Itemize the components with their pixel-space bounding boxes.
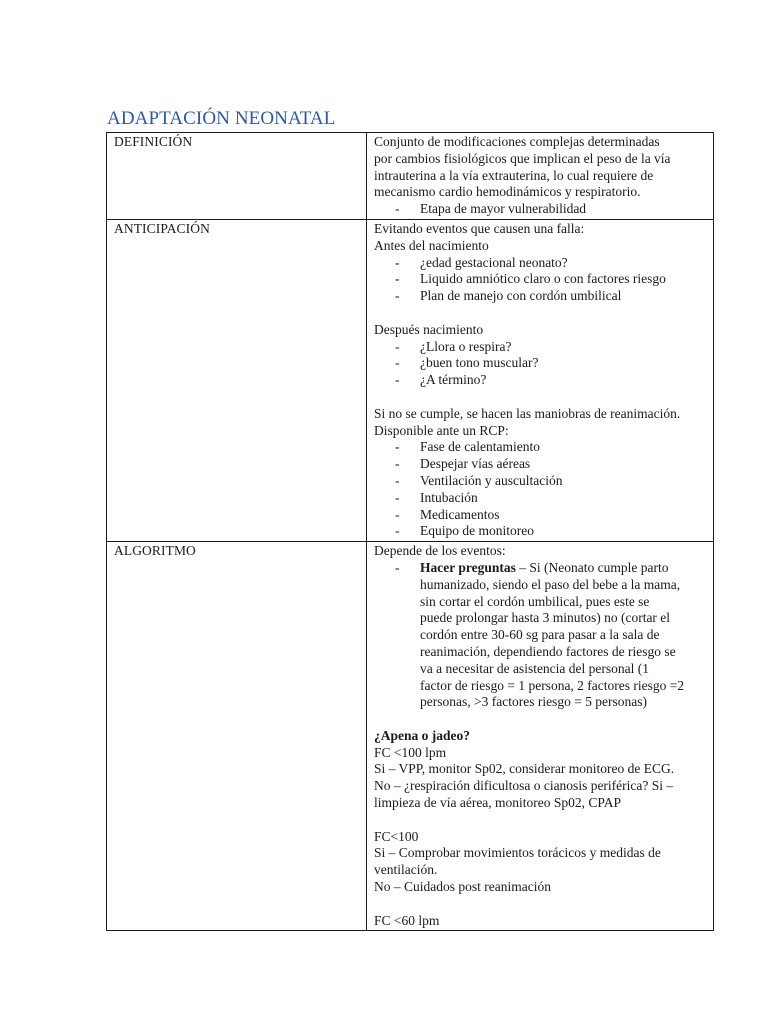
text-line: personas, >3 factores riesgo = 5 personas) [420,694,648,710]
dash-marker: - [395,201,400,217]
list-item-text: Ventilación y auscultación [420,472,563,488]
table-row-definicion [107,133,714,220]
spacer [374,812,707,829]
text-line: factor de riesgo = 1 persona, 2 factores riesgo =2 [420,677,685,693]
list-item [374,288,707,305]
list-item-text: Liquido amniótico claro o con factores riesgo [420,271,666,287]
text-line: Evitando eventos que causen una falla: [374,220,585,236]
term-anticipacion: ANTICIPACIÓN [114,220,210,236]
list-item-text: ¿buen tono muscular? [420,355,539,371]
term-cell [107,219,367,541]
dash-marker: - [395,372,400,388]
list-item-text: Medicamentos [420,506,500,522]
list-item [374,201,707,218]
term-definicion: DEFINICIÓN [114,134,193,149]
text-line: Conjunto de modificaciones complejas determinadas [374,134,660,149]
dash-marker: - [395,506,400,522]
spacer [374,389,707,406]
text-line: No – ¿respiración dificultosa o cianosis periférica? Si – [374,778,674,794]
list-item [374,255,707,272]
text-line: reanimación, dependiendo factores de riesgo se [420,643,676,659]
list-item-text: ¿edad gestacional neonato? [420,254,568,270]
bullet-list [374,439,707,540]
list-item [374,372,707,389]
list-item [374,523,707,540]
text-line: puede prolongar hasta 3 minutos) no (cortar el [420,610,671,626]
term-cell [107,542,367,931]
bullet-list [374,201,707,218]
text-line: FC <100 lpm [374,744,447,760]
text-line: Si no se cumple, se hacen las maniobras de reanimación. [374,405,681,421]
dash-marker: - [395,489,400,505]
text-line: intrauterina a la vía extrauterina, lo cual requiere de [374,167,654,183]
text-line [420,560,707,577]
text-line: va a necesitar de asistencia del personal (1 [420,660,650,676]
text-line: Después nacimiento [374,321,484,337]
dash-marker: - [395,254,400,270]
dash-marker: - [395,355,400,371]
bold-label: Hacer preguntas [420,559,516,575]
list-item-text: Despejar vías aéreas [420,456,531,472]
bullet-list [374,255,707,305]
list-item [374,439,707,456]
list-item [374,507,707,524]
text-line: humanizado, siendo el paso del bebe a la mama, [420,576,681,592]
list-item [374,490,707,507]
text-line: FC<100 [374,828,419,844]
text-line: limpieza de vía aérea, monitoreo Sp02, CPAP [374,795,621,811]
text-run: – Si (Neonato cumple parto [515,559,669,575]
text-line: Si – Comprobar movimientos torácicos y medidas de [374,845,661,861]
text-line: Depende de los eventos: [374,543,506,559]
dash-marker: - [395,456,400,472]
page-title: ADAPTACIÓN NEONATAL [107,108,336,129]
content-table [106,132,714,931]
dash-marker: - [395,271,400,287]
description-cell [367,542,714,931]
spacer [374,305,707,322]
text-line: ventilación. [374,862,438,878]
list-item [374,473,707,490]
list-item-text: Equipo de monitoreo [420,523,534,539]
table-row-anticipacion [107,219,714,541]
spacer [374,711,707,728]
text-line: Antes del nacimiento [374,237,489,253]
dash-marker: - [395,523,400,539]
dash-marker: - [395,439,400,455]
list-item [374,355,707,372]
list-item-text: ¿A término? [420,372,487,388]
list-item [374,339,707,356]
list-item [374,271,707,288]
list-item-text: ¿Llora o respira? [420,338,512,354]
spacer [374,896,707,913]
dash-marker: - [395,288,400,304]
list-item-text: Etapa de mayor vulnerabilidad [420,201,587,217]
bullet-list [374,339,707,389]
text-line: Si – VPP, monitor Sp02, considerar monitoreo de ECG. [374,761,675,777]
text-line: Disponible ante un RCP: [374,422,509,438]
list-item [374,560,707,711]
dash-marker: - [395,338,400,354]
description-cell [367,133,714,220]
description-cell [367,219,714,541]
list-item-text: Plan de manejo con cordón umbilical [420,288,622,304]
list-item-text: Fase de calentamiento [420,439,540,455]
text-line: por cambios fisiológicos que implican el peso de la vía [374,150,671,166]
section-heading-apnea: ¿Apena o jadeo? [374,727,471,743]
term-cell [107,133,367,220]
dash-marker: - [395,472,400,488]
text-line: No – Cuidados post reanimación [374,879,551,895]
bullet-list [374,560,707,711]
text-line: FC <60 lpm [374,912,440,928]
text-line: sin cortar el cordón umbilical, pues este se [420,593,650,609]
term-algoritmo: ALGORITMO [114,543,196,559]
text-line: mecanismo cardio hemodinámicos y respiratorio. [374,184,641,200]
list-item-text: Intubación [420,489,478,505]
text-line: cordón entre 30-60 sg para pasar a la sala de [420,627,660,643]
table-row-algoritmo [107,542,714,931]
list-item [374,456,707,473]
dash-marker: - [395,559,400,575]
